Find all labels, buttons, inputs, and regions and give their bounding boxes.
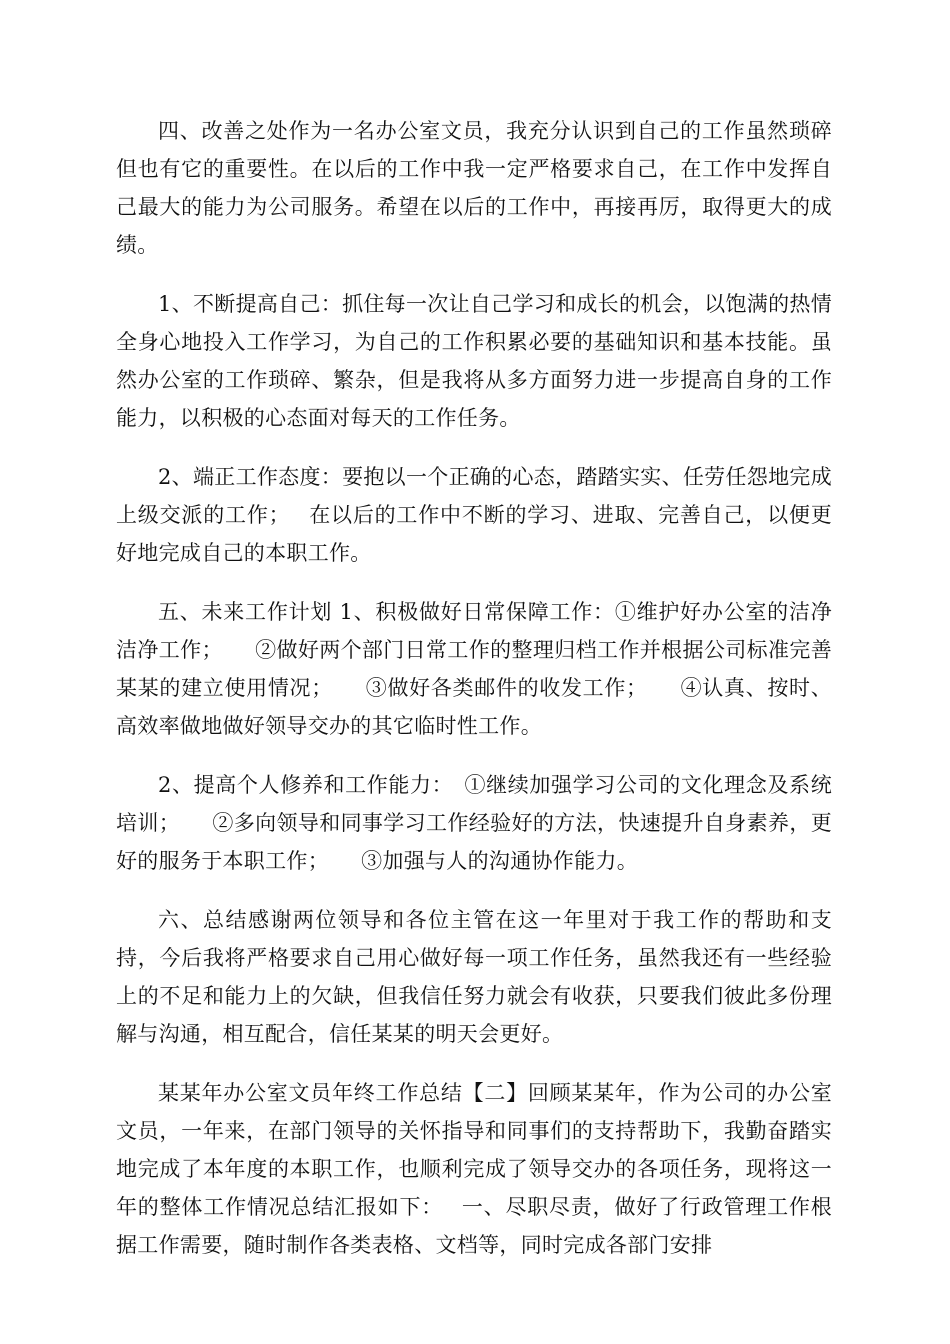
paragraph-improvement: 四、改善之处作为一名办公室文员，我充分认识到自己的工作虽然琐碎但也有它的重要性。在以后的工作中我一定严格要求自己，在工作中发挥自己最大的能力为公司服务。希望在以后的工作中，再接再厉，取得更大的成绩。: [116, 119, 832, 257]
paragraph-personal-development: 2、提高个人修养和工作能力： ①继续加强学习公司的文化理念及系统培训； ②多向领导和同事学习工作经验好的方法，快速提升自身素养，更好的服务于本职工作； ③加强与人的沟通协作能力。: [116, 773, 832, 873]
document-body: [116, 112, 832, 1285]
paragraph-summary-two: 某某年办公室文员年终工作总结【二】回顾某某年，作为公司的办公室文员，一年来，在部门领导的关怀指导和同事们的支持帮助下，我勤奋踏实地完成了本年度的本职工作，也顺利完成了领导交办的各项任务，现将这一年的整体工作情况总结汇报如下： 一、尽职尽责，做好了行政管理工作根据工作需要，随时制作各类表格、文档等，同时完成各部门安排: [116, 1081, 832, 1257]
paragraph-future-plan: 五、未来工作计划 1、积极做好日常保障工作：①维护好办公室的洁净洁净工作； ②做好两个部门日常工作的整理归档工作并根据公司标准完善某某的建立使用情况； ③做好各类邮件的收发工作； ④认真、按时、高效率做地做好领导交办的其它临时性工作。: [116, 600, 832, 738]
paragraph-summary-thanks: 六、总结感谢两位领导和各位主管在这一年里对于我工作的帮助和支持，今后我将严格要求自己用心做好每一项工作任务，虽然我还有一些经验上的不足和能力上的欠缺，但我信任努力就会有收获，只要我们彼此多份理解与沟通，相互配合，信任某某的明天会更好。: [116, 908, 832, 1046]
paragraph-work-attitude: 2、端正工作态度：要抱以一个正确的心态，踏踏实实、任劳任怨地完成上级交派的工作； 在以后的工作中不断的学习、进取、完善自己，以便更好地完成自己的本职工作。: [116, 465, 832, 565]
paragraph-self-improvement: 1、不断提高自己：抓住每一次让自己学习和成长的机会，以饱满的热情全身心地投入工作学习，为自己的工作积累必要的基础知识和基本技能。虽然办公室的工作琐碎、繁杂，但是我将从多方面努力进一步提高自身的工作能力，以积极的心态面对每天的工作任务。: [116, 292, 832, 430]
